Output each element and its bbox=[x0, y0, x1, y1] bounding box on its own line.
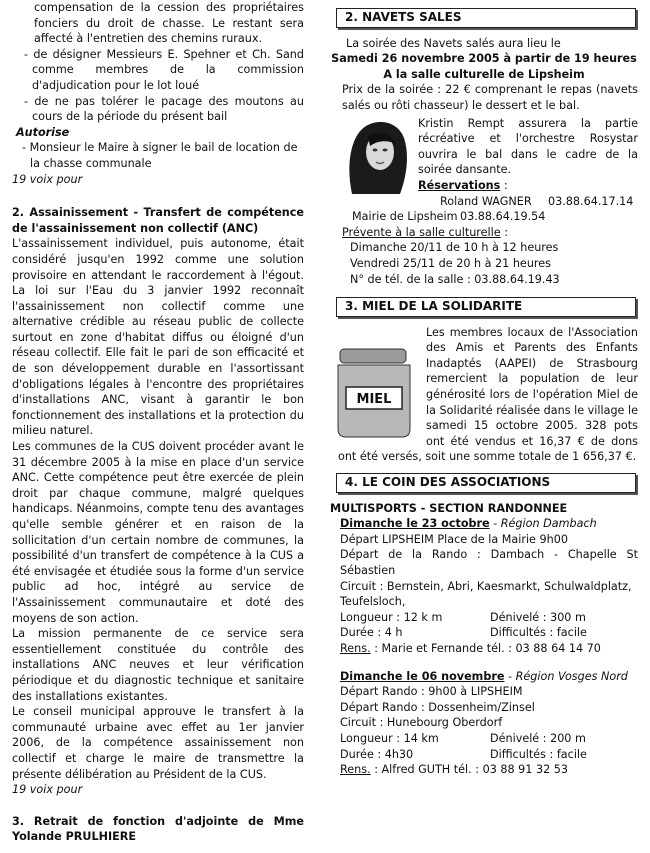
section-box-navets: 2. NAVETS SALES bbox=[336, 8, 636, 28]
miel-text: Les membres locaux de l'Association des Amis et Parents des Enfants Inadaptés (AAPEI) de Strasbourg remercient la population de leur générosité lors de l'opération Miel de la Solidarité réalisée dans le village le samedi 15 octobre 2005. 328 pots ont été vendus et 16,37 € de dons ont été versés, soit une somme totale de 1 656,37 €. bbox=[338, 325, 638, 464]
section-2-paragraph: Le conseil municipal approuve le transfert à la communauté urbaine avec effet au 1er janvier 2006, de la compétence assainissement non collectif et charge le maire de transmettre la présente délibération au Président de la CUS. bbox=[12, 705, 304, 781]
reservation-name: Roland WAGNER bbox=[440, 194, 532, 208]
jar-label: MIEL bbox=[356, 391, 392, 407]
rando-duration: Durée : 4h30 bbox=[340, 747, 414, 761]
honey-jar-image bbox=[332, 347, 416, 439]
rando-contact bbox=[340, 641, 638, 657]
rando-length: Longueur : 14 km bbox=[340, 731, 439, 745]
reservations-heading: Réservations : bbox=[418, 178, 508, 192]
autorise-text: - Monsieur le Maire à signer le bail de location de la chasse communale bbox=[22, 141, 298, 170]
rando-contact-text: : Marie et Fernande tél. : 03 88 64 14 70 bbox=[370, 641, 601, 655]
rando-contact bbox=[340, 762, 638, 778]
rando-duration: Durée : 4 h bbox=[340, 626, 403, 640]
votes-line: 19 voix pour bbox=[12, 172, 83, 186]
rando-depart: Départ Rando : 9h00 à LIPSHEIM bbox=[340, 685, 523, 699]
rando-contact-label: Rens. bbox=[340, 641, 371, 655]
intro-paragraph: compensation de la cession des propriétaires fonciers du droit de chasse. Le restant sera affecté à l'entretien des chemins ruraux. bbox=[34, 1, 304, 46]
multisports-title: MULTISPORTS - SECTION RANDONNEE bbox=[330, 501, 568, 515]
navets-intro: La soirée des Navets salés aura lieu le bbox=[346, 36, 561, 50]
section-3-title: 3. Retrait de fonction d'adjointe de Mme Yolande PRULHIERE bbox=[12, 814, 304, 844]
reservation-line bbox=[418, 194, 638, 210]
randonnee-1 bbox=[330, 516, 638, 656]
rando-date: Dimanche le 23 octobre bbox=[340, 517, 490, 531]
prevente-heading: Prévente à la salle culturelle : bbox=[342, 225, 508, 239]
rando-depart: Départ LIPSHEIM Place de la Mairie 9h00 bbox=[340, 532, 568, 546]
prevente-line: Dimanche 20/11 de 10 h à 12 heures bbox=[350, 241, 559, 255]
rando-date: Dimanche le 06 novembre bbox=[340, 669, 505, 683]
right-column bbox=[330, 0, 638, 778]
rando-difficulty: Difficultés : facile bbox=[490, 626, 587, 640]
reservation-name: Mairie de Lipsheim bbox=[352, 210, 458, 224]
rando-stats bbox=[340, 625, 638, 641]
prevente-line: N° de tél. de la salle : 03.88.64.19.43 bbox=[350, 272, 560, 286]
rando-region: - Région Vosges Nord bbox=[504, 669, 628, 683]
rando-elevation: Dénivelé : 300 m bbox=[490, 610, 586, 624]
reservations-label: Réservations bbox=[418, 178, 501, 192]
navets-place: A la salle culturelle de Lipsheim bbox=[383, 67, 585, 81]
rando-difficulty: Difficultés : facile bbox=[490, 747, 587, 761]
rando-date-line bbox=[340, 669, 638, 685]
rando-length: Longueur : 12 k m bbox=[340, 610, 443, 624]
section-box-miel: 3. MIEL DE LA SOLIDARITE bbox=[336, 297, 636, 317]
reservation-line bbox=[330, 209, 638, 225]
navets-block bbox=[330, 114, 638, 225]
section-2-paragraph: L'assainissement individuel, puis autonome, était considéré jusqu'en 1992 comme une solution provisoire en attendant le raccordement à l'égout. La loi sur l'Eau du 3 janvier 1992 reconnaît l'assainissement non collectif comme une alternative crédible au réseau public de collecte surtout en zone d'habitat diffus ou éloigné d'un réseau collectif. Elle fait le pari de son efficacité et de son développement durable en l'assortissant d'obligations légales à l'encontre des propriétaires d'installations ANC, visant à garantir le bon fonctionnement des installations et la protection du milieu naturel. bbox=[12, 237, 304, 438]
reservation-phone: 03.88.64.19.54 bbox=[460, 210, 546, 224]
section-2-paragraph: Les communes de la CUS doivent procéder avant le 31 décembre 2005 à la mise en place d'un service ANC. Cette compétence peut être exercée de plein droit par chaque commune, malgré quelques handicaps. Néanmoins, compte tenu des avantages qu'elle semble générer et en raison de la sollicitation d'un certain nombre de communes, la possibilité d'un transfert de compétence à la CUS a été envisagée et étudiée sous la forme d'un service public ad hoc, intégré au service de l'Assainissement communautaire et doté des moyens de son action. bbox=[12, 440, 304, 625]
rando-circuit: Circuit : Bernstein, Abri, Kaesmarkt, Schulwaldplatz, Teufelsloch, bbox=[340, 579, 632, 609]
votes-line: 19 voix pour bbox=[12, 783, 83, 797]
rando-start: Départ Rando : Dossenheim/Zinsel bbox=[340, 700, 535, 714]
rando-start: Départ de la Rando : Dambach - Chapelle St Sébastien bbox=[340, 548, 638, 577]
navets-date: Samedi 26 novembre 2005 à partir de 19 heures bbox=[331, 52, 637, 66]
navets-animation: Kristin Rempt assurera la partie récréative et l'orchestre Rosystar ouvrira le bal dans le cadre de la soirée dansante. bbox=[418, 116, 638, 177]
reservation-phone: 03.88.64.17.14 bbox=[548, 194, 634, 208]
autorise-label: Autorise bbox=[16, 125, 70, 139]
prevente-line: Vendredi 25/11 de 20 h à 21 heures bbox=[350, 256, 551, 270]
rando-contact-label: Rens. bbox=[340, 763, 371, 777]
rando-stats bbox=[340, 610, 638, 626]
intro-item: - de ne pas tolérer le pacage des moutons au cours de la période du présent bail bbox=[24, 94, 304, 124]
left-column bbox=[12, 0, 304, 845]
section-2-paragraph: La mission permanente de ce service sera essentiellement constituée du contrôle des installations ANC neuves et leur vérification périodique et du diagnostic technique et sanitaire des installations existantes. bbox=[12, 627, 304, 703]
prevente-label: Prévente à la salle culturelle bbox=[342, 225, 501, 239]
rando-elevation: Dénivelé : 200 m bbox=[490, 731, 586, 745]
section-box-associations: 4. LE COIN DES ASSOCIATIONS bbox=[336, 473, 636, 493]
rando-contact-text: : Alfred GUTH tél. : 03 88 91 32 53 bbox=[370, 763, 568, 777]
randonnee-2 bbox=[330, 669, 638, 778]
rando-region: - Région Dambach bbox=[489, 517, 597, 531]
rando-stats bbox=[340, 747, 638, 763]
rando-stats bbox=[340, 731, 638, 747]
portrait-photo bbox=[344, 116, 410, 196]
navets-price: Prix de la soirée : 22 € comprenant le repas (navets salés ou rôti chasseur) le dessert et le bal. bbox=[342, 83, 638, 112]
miel-block bbox=[330, 325, 638, 465]
rando-date-line bbox=[340, 516, 638, 532]
section-2-title: 2. Assainissement - Transfert de compétence de l'assainissement non collectif (ANC) bbox=[12, 206, 304, 235]
intro-item: - de désigner Messieurs E. Spehner et Ch. Sand comme membres de la commission d'adjudication pour le lot loué bbox=[24, 47, 304, 92]
rando-circuit: Circuit : Hunebourg Oberdorf bbox=[340, 716, 503, 730]
